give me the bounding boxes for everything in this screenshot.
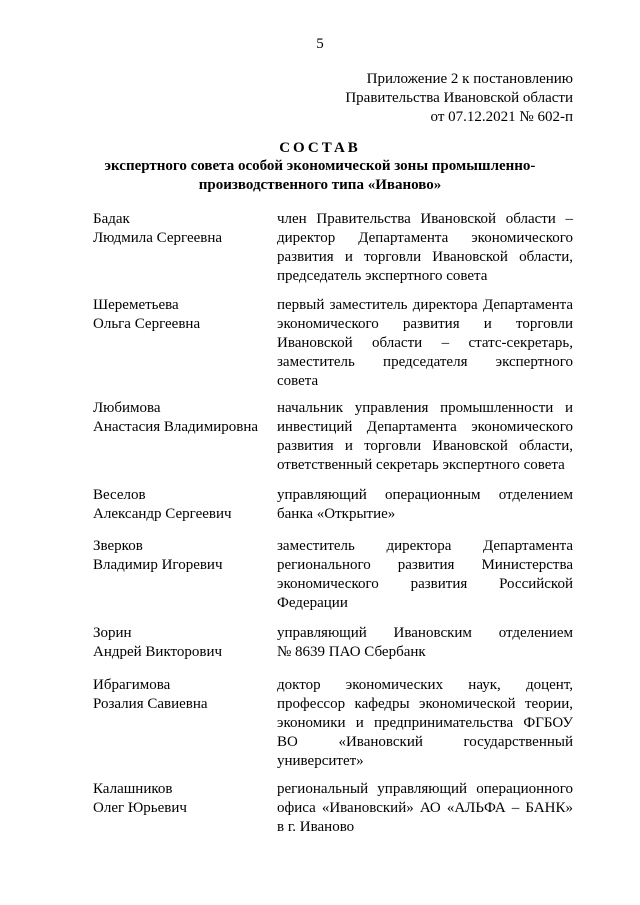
member-name bbox=[93, 486, 273, 524]
member-surname: Бадак bbox=[93, 211, 130, 227]
appendix-line: от 07.12.2021 № 602-п bbox=[430, 109, 573, 125]
member-surname: Ибрагимова bbox=[93, 677, 171, 693]
appendix-line: Правительства Ивановской области bbox=[345, 90, 573, 106]
role-line: управляющий Ивановским отделением bbox=[277, 625, 573, 641]
role-line: директор Департамента экономического bbox=[277, 230, 573, 246]
member-role bbox=[277, 210, 573, 286]
role-line: профессор кафедры экономической теории, bbox=[277, 696, 573, 712]
role-line: Ивановской области – статс-секретарь, bbox=[277, 335, 573, 351]
appendix-note bbox=[345, 70, 573, 127]
role-line: управляющий операционным отделением bbox=[277, 487, 573, 503]
role-line: экономического развития Российской bbox=[277, 576, 573, 592]
member-given-names: Людмила Сергеевна bbox=[93, 230, 223, 246]
subtitle-line: экспертного совета особой экономической зоны промышленно- bbox=[104, 158, 536, 174]
role-line: член Правительства Ивановской области – bbox=[277, 211, 573, 227]
member-name bbox=[93, 780, 273, 818]
role-line: заместитель председателя экспертного bbox=[277, 354, 573, 370]
member-given-names: Александр Сергеевич bbox=[93, 506, 232, 522]
member-surname: Зорин bbox=[93, 625, 132, 641]
document-title: СОСТАВ bbox=[279, 140, 361, 156]
role-line: ответственный секретарь экспертного совета bbox=[277, 457, 565, 473]
member-surname: Шереметьева bbox=[93, 297, 179, 313]
role-line: заместитель директора Департамента bbox=[277, 538, 573, 554]
role-line: в г. Иваново bbox=[277, 819, 355, 835]
role-line: председатель экспертного совета bbox=[277, 268, 488, 284]
role-line: экономического развития и торговли bbox=[277, 316, 573, 332]
member-given-names: Владимир Игоревич bbox=[93, 557, 223, 573]
role-line: Федерации bbox=[277, 595, 348, 611]
member-role bbox=[277, 296, 573, 391]
role-line: экономики и предпринимательства ФГБОУ bbox=[277, 715, 573, 731]
member-surname: Любимова bbox=[93, 400, 161, 416]
member-name bbox=[93, 537, 273, 575]
appendix-line: Приложение 2 к постановлению bbox=[366, 71, 573, 87]
member-given-names: Ольга Сергеевна bbox=[93, 316, 201, 332]
member-given-names: Олег Юрьевич bbox=[93, 800, 187, 816]
member-role bbox=[277, 780, 573, 837]
role-line: начальник управления промышленности и bbox=[277, 400, 573, 416]
role-line: совета bbox=[277, 373, 319, 389]
role-line: ВО «Ивановский государственный bbox=[277, 734, 573, 750]
role-line: офиса «Ивановский» АО «АЛЬФА – БАНК» bbox=[277, 800, 573, 816]
member-given-names: Андрей Викторович bbox=[93, 644, 223, 660]
member-surname: Веселов bbox=[93, 487, 146, 503]
role-line: региональный управляющий операционного bbox=[277, 781, 573, 797]
role-line: инвестиций Департамента экономического bbox=[277, 419, 573, 435]
role-line: первый заместитель директора Департамента bbox=[277, 297, 573, 313]
member-name bbox=[93, 296, 273, 334]
member-name bbox=[93, 399, 273, 437]
member-role bbox=[277, 537, 573, 613]
document-subtitle bbox=[0, 157, 640, 195]
member-role bbox=[277, 676, 573, 771]
member-name bbox=[93, 624, 273, 662]
role-line: развития и торговли Ивановской области, bbox=[277, 249, 573, 265]
member-given-names: Анастасия Владимировна bbox=[93, 419, 258, 435]
role-line: регионального развития Министерства bbox=[277, 557, 573, 573]
member-name bbox=[93, 676, 273, 714]
role-line: банка «Открытие» bbox=[277, 506, 396, 522]
role-line: доктор экономических наук, доцент, bbox=[277, 677, 573, 693]
member-name bbox=[93, 210, 273, 248]
subtitle-line: производственного типа «Иваново» bbox=[198, 177, 442, 193]
member-surname: Зверков bbox=[93, 538, 143, 554]
member-role bbox=[277, 399, 573, 475]
role-line: № 8639 ПАО Сбербанк bbox=[277, 644, 426, 660]
page-number: 5 bbox=[316, 36, 324, 52]
member-role bbox=[277, 486, 573, 524]
member-given-names: Розалия Савиевна bbox=[93, 696, 208, 712]
member-surname: Калашников bbox=[93, 781, 173, 797]
role-line: университет» bbox=[277, 753, 364, 769]
member-role bbox=[277, 624, 573, 662]
role-line: развития и торговли Ивановской области, bbox=[277, 438, 573, 454]
